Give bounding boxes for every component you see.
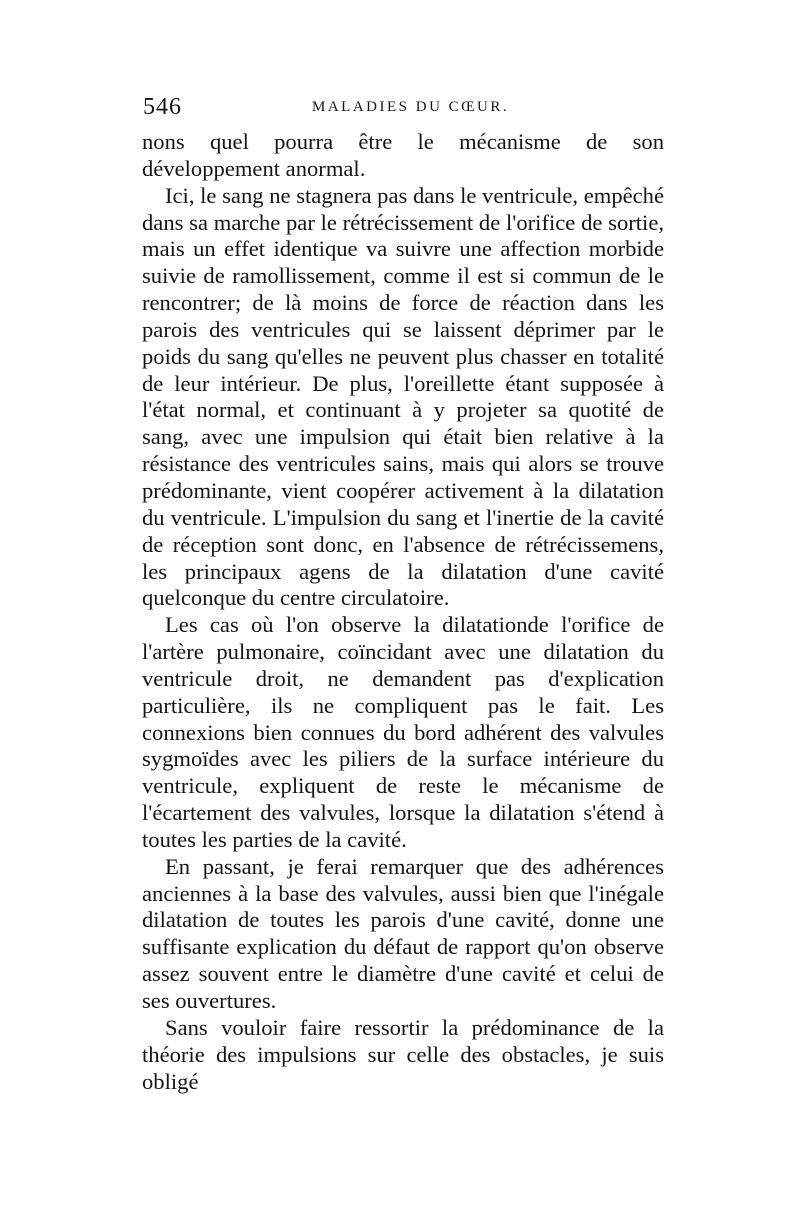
paragraph: En passant, je ferai remarquer que des adhérences anciennes à la base des valvules, aussi bien que l'inégale dilatation de toutes les parois d'une cavité, donne une suffisante explication du défaut de rapport qu'on observe assez souvent entre le diamètre d'une cavité et celui de ses ouvertures. — [142, 853, 664, 1013]
page-header — [143, 94, 673, 124]
paragraph: Sans vouloir faire ressortir la prédominance de la théorie des impulsions sur celle des obstacles, je suis obligé — [142, 1014, 664, 1094]
page-number: 546 — [143, 94, 182, 120]
paragraph-continuation: nons quel pourra être le mécanisme de son développement anormal. — [142, 129, 664, 181]
running-title: MALADIES DU CŒUR. — [312, 99, 510, 115]
body-text — [142, 129, 664, 1095]
paragraph: Les cas où l'on observe la dilatationde l'orifice de l'artère pulmonaire, coïncidant avec une dilatation du ventricule droit, ne demandent pas d'explication particulière, ils ne compliquent pas le fait. Les connexions bien connues du bord adhérent des valvules sygmoïdes avec les piliers de la surface intérieure du ventricule, expliquent de reste le mécanisme de l'écartement des valvules, lorsque la dilatation s'étend à toutes les parties de la cavité. — [142, 612, 664, 852]
paragraph: Ici, le sang ne stagnera pas dans le ventricule, empêché dans sa marche par le rétrécissement de l'orifice de sortie, mais un effet identique va suivre une affection morbide suivie de ramollissement, comme il est si commun de le rencontrer; de là moins de force de réaction dans les parois des ventricules qui se laissent déprimer par le poids du sang qu'elles ne peuvent plus chasser en totalité de leur intérieur. De plus, l'oreillette étant supposée à l'état normal, et continuant à y projeter sa quotité de sang, avec une impulsion qui était bien relative à la résistance des ventricules sains, mais qui alors se trouve prédominante, vient coopérer activement à la dilatation du ventricule. L'impulsion du sang et l'inertie de la cavité de réception sont donc, en l'absence de rétrécissemens, les principaux agens de la dilatation d'une cavité quelconque du centre circulatoire. — [142, 182, 664, 611]
